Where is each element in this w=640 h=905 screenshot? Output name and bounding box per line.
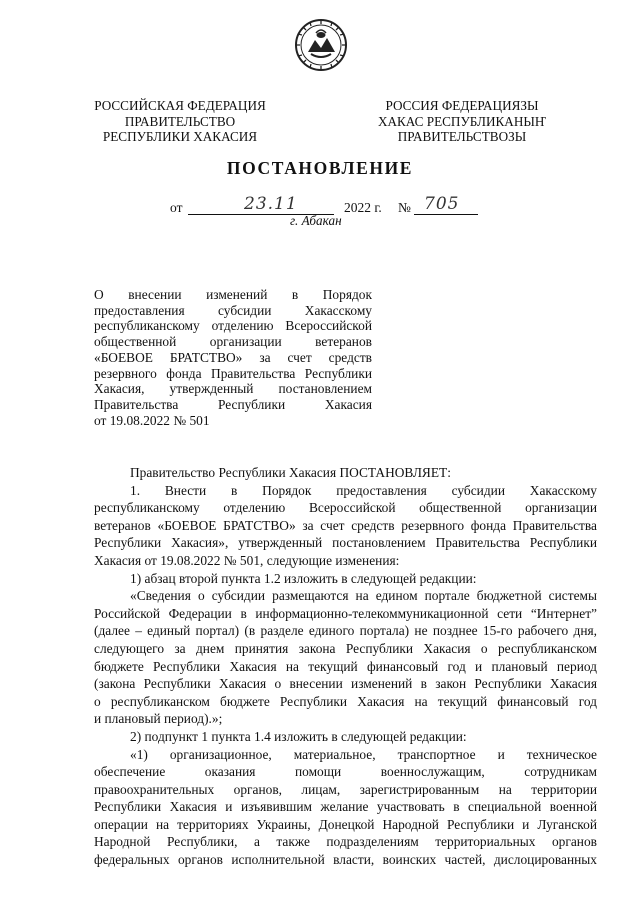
body-line: (закона Республики Хакасия о внесении изменений в закон Республики Хакасия: [94, 676, 597, 692]
handwritten-date: 23.11: [244, 194, 298, 214]
subject-line: «БОЕВОЕ БРАТСТВО» за счет средств: [94, 349, 372, 365]
header-left-line: РОССИЙСКАЯ ФЕДЕРАЦИЯ: [94, 98, 266, 113]
body-line: Хакасия от 19.08.2022 № 501, следующие изменения:: [94, 552, 400, 568]
header-left-line: ПРАВИТЕЛЬСТВО: [124, 113, 236, 129]
body-text: [94, 464, 597, 869]
header-left-block: [80, 98, 280, 145]
body-line: федеральных органов исполнительной власти, воинских частей, дислоцированных: [94, 852, 597, 868]
header-right-line: ПРАВИТЕЛЬСТВОЗЫ: [397, 129, 527, 144]
body-line: ветеранов «БОЕВОЕ БРАТСТВО» за счет средств резервного фонда Правительства: [94, 517, 597, 533]
subject-line: Правительства Республики Хакасия: [94, 396, 372, 412]
body-line: Республики Хакасия и изъявившим желание участвовать в специальной военной: [94, 799, 597, 815]
body-line: Народной Республики, а также подразделениям территориальных органов: [94, 834, 597, 850]
header-left-line: РЕСПУБЛИКИ ХАКАСИЯ: [102, 129, 258, 144]
subject-block: [94, 287, 372, 428]
body-line: правоохранительных органов, лицам, зарегистрированным на территории: [94, 781, 597, 797]
number-label: №: [398, 200, 411, 215]
header-right-line: РОССИЯ ФЕДЕРАЦИЯЗЫ: [385, 98, 539, 113]
header-right-block: [362, 98, 562, 145]
body-line: обеспечение оказания помощи военнослужащим, сотрудникам: [94, 764, 597, 780]
city-label: г. Абакан: [290, 213, 342, 228]
coat-of-arms-emblem-icon: [294, 18, 348, 72]
body-line: Российской Федерации в информационно-телекоммуникационной сети “Интернет”: [94, 605, 597, 621]
body-line: следующего за днем принятия закона Республики Хакасия о республиканском: [94, 640, 597, 656]
subject-line: республиканскому отделению Всероссийской: [94, 318, 372, 334]
subject-line: предоставления субсидии Хакасскому: [94, 302, 372, 318]
body-line: 1. Внести в Порядок предоставления субсидии Хакасскому: [130, 482, 597, 498]
body-line: бюджете Республики Хакасия на текущий финансовый год и плановый период: [94, 658, 597, 674]
from-label: от: [170, 200, 183, 215]
body-line: операции на территориях Украины, Донецкой Народной Республики и Луганской: [94, 816, 597, 832]
body-line: «1) организационное, материальное, транспортное и техническое: [130, 746, 597, 762]
body-line: 2) подпункт 1 пункта 1.4 изложить в следующей редакции:: [130, 728, 467, 744]
subject-line: Хакасия, утвержденный постановлением: [94, 381, 372, 397]
body-line: Республики Хакасия», утвержденный постановлением Правительства Республики: [94, 535, 597, 551]
subject-line: общественной организации ветеранов: [94, 334, 372, 350]
body-line: «Сведения о субсидии размещаются на едином портале бюджетной системы: [130, 588, 597, 604]
header-right-line: ХАКАС РЕСПУБЛИКАНЫҤ: [377, 113, 547, 129]
document-title: ПОСТАНОВЛЕНИЕ: [226, 158, 414, 178]
body-line: 1) абзац второй пункта 1.2 изложить в следующей редакции:: [130, 570, 477, 586]
handwritten-number: 705: [424, 194, 460, 214]
body-line: о республиканском бюджете Республики Хакасия на текущий финансовый год: [94, 693, 597, 709]
subject-line: от 19.08.2022 № 501: [94, 412, 210, 428]
body-line: (далее – единый портал) (в разделе единого портала) не позднее 15-го рабочего дня,: [94, 623, 597, 639]
number-underline: [414, 214, 478, 215]
body-line: республиканскому отделению Всероссийской общественной организации: [94, 500, 597, 516]
year-label: 2022 г.: [344, 200, 382, 215]
body-line: Правительство Республики Хакасия ПОСТАНОВЛЯЕТ:: [130, 465, 451, 480]
subject-line: О внесении изменений в Порядок: [94, 287, 372, 302]
body-line: и плановый период).»;: [94, 711, 223, 727]
subject-line: резервного фонда Правительства Республики: [94, 365, 372, 381]
